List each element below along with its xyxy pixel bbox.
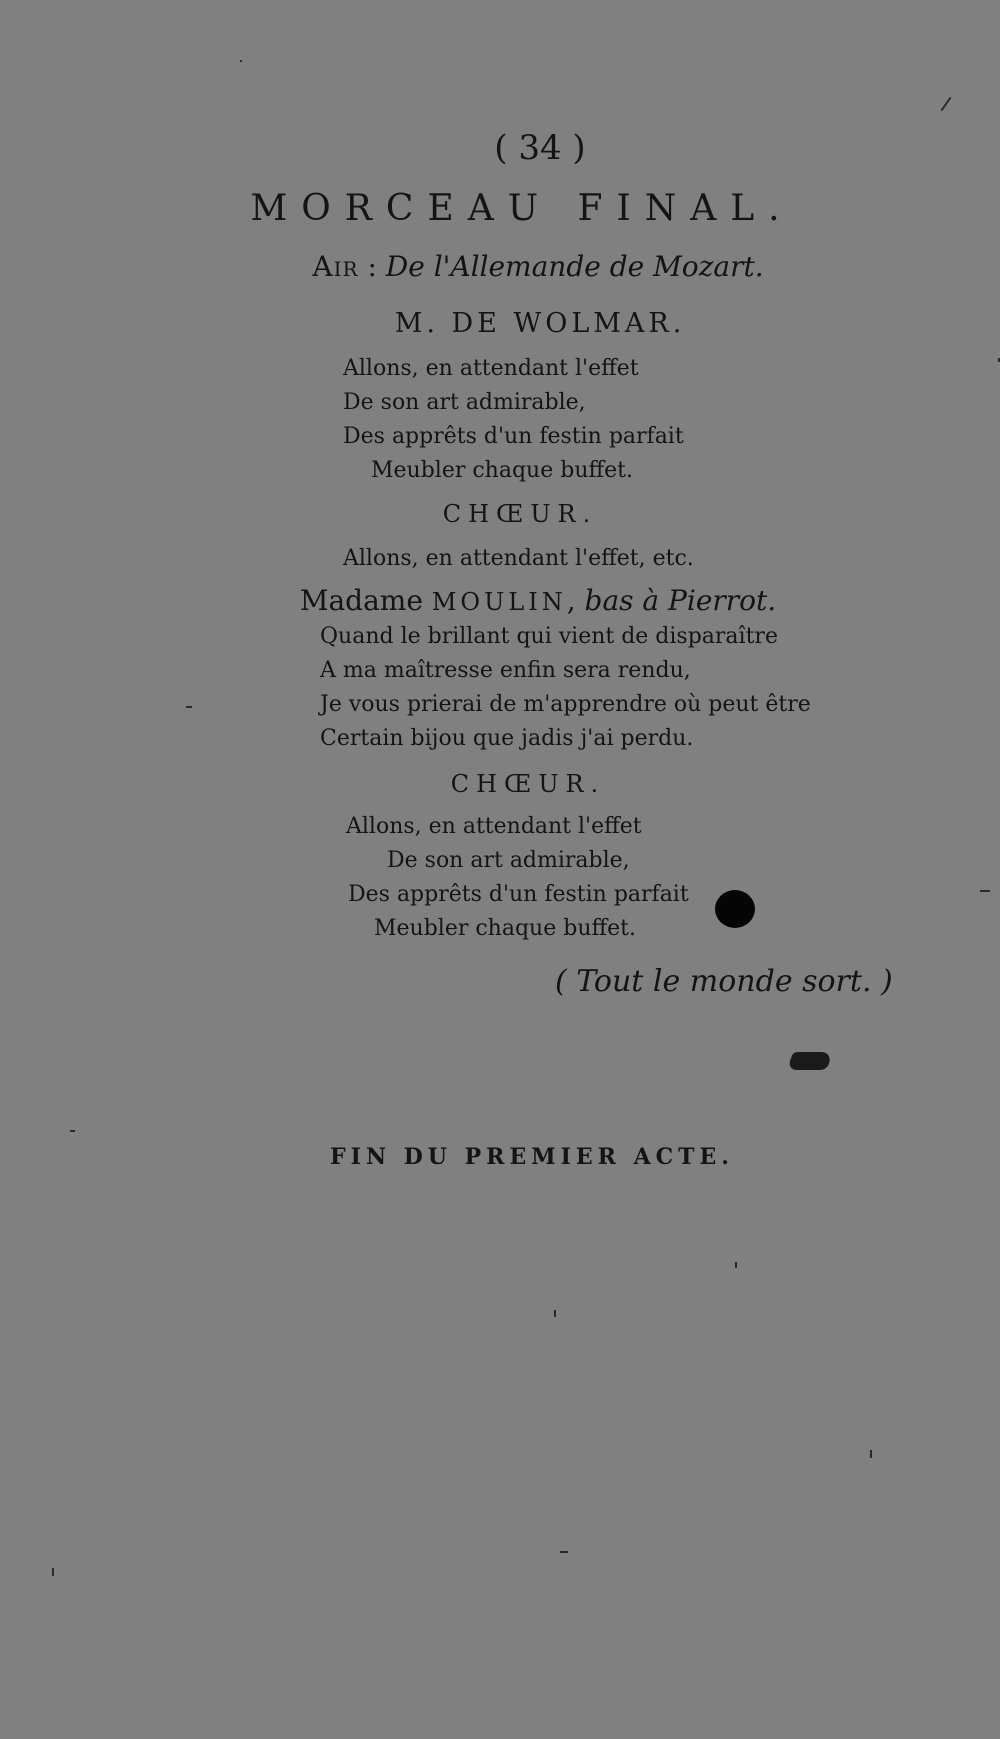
speck: [735, 1262, 737, 1268]
chorus-1-line: Allons, en attendant l'effet, etc.: [343, 546, 694, 571]
verse-1-line-1: Allons, en attendant l'effet: [343, 356, 639, 381]
ink-smudge: [787, 1052, 834, 1070]
stage-direction: ( Tout le monde sort. ): [555, 964, 893, 999]
speaker-moulin-name: MOULIN: [431, 588, 567, 616]
verse-3-line-3: Des apprêts d'un festin parfait: [348, 882, 689, 907]
verse-1-line-3: Des apprêts d'un festin parfait: [343, 424, 684, 449]
speck: [870, 1450, 872, 1458]
chorus-heading-2: CHŒUR.: [450, 770, 606, 798]
speaker-wolmar: M. DE WOLMAR.: [394, 308, 686, 339]
verse-3-line-2: De son art admirable,: [387, 848, 630, 873]
speck: [980, 890, 990, 892]
verse-1-line-2: De son art admirable,: [343, 390, 586, 415]
verse-3-line-4: Meubler chaque buffet.: [374, 916, 636, 941]
verse-3-line-1: Allons, en attendant l'effet: [346, 814, 642, 839]
speck: [941, 97, 952, 111]
speaker-moulin-separator: ,: [566, 584, 585, 617]
speaker-moulin-direction: bas à Pierrot.: [584, 584, 777, 617]
act-end-text: FIN DU PREMIER ACTE.: [330, 1144, 734, 1170]
speck: [52, 1568, 54, 1576]
chorus-heading-1: CHŒUR.: [442, 500, 598, 528]
speck: [554, 1310, 556, 1317]
verse-1-line-4: Meubler chaque buffet.: [371, 458, 633, 483]
air-line: [38, 250, 1000, 283]
air-text: De l'Allemande de Mozart.: [385, 250, 764, 283]
verse-2-line-2: A ma maîtresse enfin sera rendu,: [320, 658, 691, 683]
speck: [240, 60, 242, 62]
verse-2-line-4: Certain bijou que jadis j'ai perdu.: [320, 726, 694, 751]
section-title: MORCEAU FINAL.: [250, 188, 794, 229]
page-number: ( 34 ): [494, 128, 586, 168]
speaker-moulin-prefix: Madame: [299, 584, 432, 617]
speck: [186, 706, 192, 708]
speaker-moulin: [38, 584, 1000, 617]
air-separator: :: [358, 250, 386, 283]
air-label: Air: [312, 250, 359, 283]
verse-2-line-1: Quand le brillant qui vient de disparaître: [320, 624, 778, 649]
speck: [560, 1551, 568, 1553]
verse-2-line-3: Je vous prierai de m'apprendre où peut être: [320, 692, 811, 717]
ink-blot: [715, 890, 755, 928]
speck: [70, 1130, 75, 1132]
